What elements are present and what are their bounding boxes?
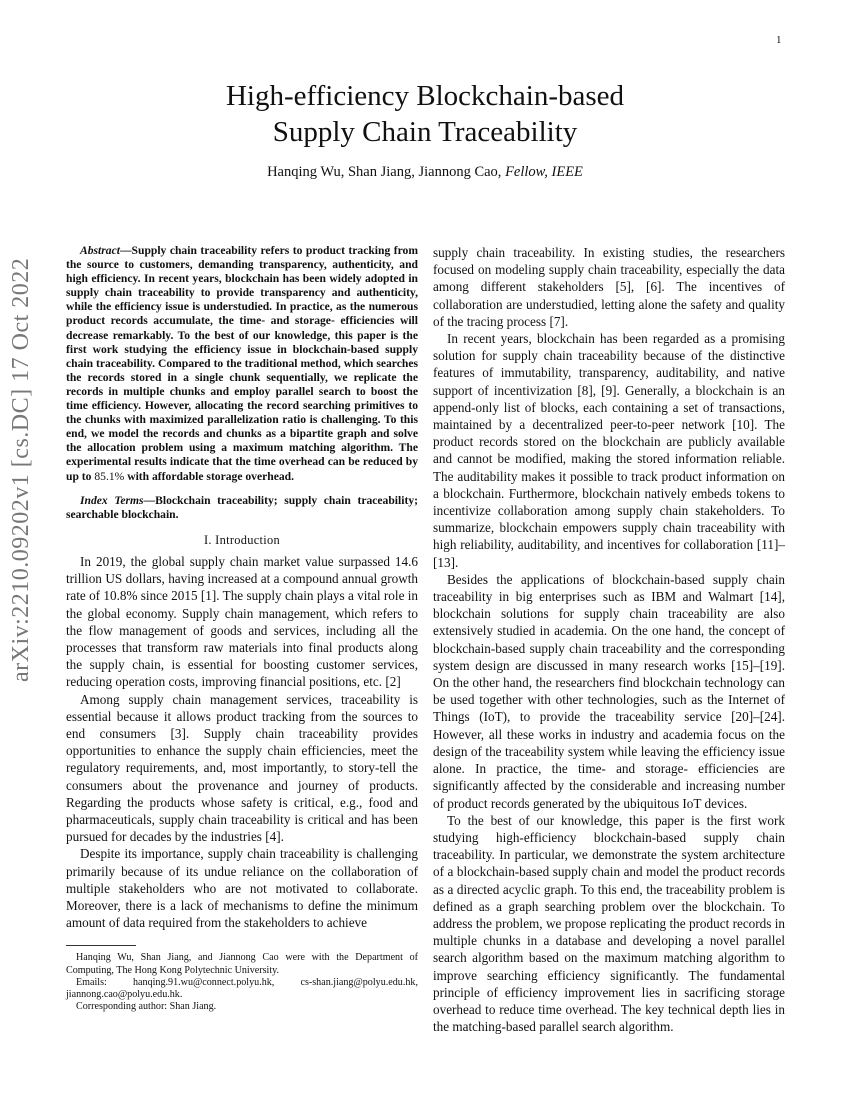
author-fellow: Fellow, IEEE	[505, 164, 583, 180]
left-paragraph: Despite its importance, supply chain traceability is challenging primarily because of its undue reliance on the collaboration of multiple stakeholders who are not motivated to collaborate. Moreover, there is a lack of mechanisms to define the minimum amount of data required from the stakeholders to achieve	[66, 846, 418, 931]
footnote: Emails: hanqing.91.wu@connect.polyu.hk, cs-shan.jiang@polyu.edu.hk, jiannong.cao@polyu.edu.hk.	[66, 976, 418, 1001]
right-paragraph: Besides the applications of blockchain-based supply chain traceability in big enterprises such as IBM and Walmart [14], blockchain solutions for supply chain traceability are also extensively studied in academia. On the one hand, the concept of blockchain-based supply chain traceability and the corresponding system design are discussed in many research works [15]–[19]. On the other hand, the researchers find blockchain technology can be used together with other technologies, such as the Internet of Things (IoT), to provide the traceability service [20]–[24]. However, all these works in industry and academia focus on the design of the traceability system while leaving the efficiency issue alone. In practice, the time- and storage- efficiencies are significantly affected by the considerable and increasing number of product records generated by the ubiquitous IoT devices.	[433, 571, 785, 811]
footnote: Corresponding author: Shan Jiang.	[76, 1001, 217, 1013]
title-line-1: High-efficiency Blockchain-based	[225, 80, 625, 112]
section-heading: I. Introduction	[203, 532, 281, 547]
footnote: Hanqing Wu, Shan Jiang, and Jiannong Cao were with the Department of Computing, The Hong Kong Polytechnic University.	[66, 952, 418, 976]
right-paragraph: In recent years, blockchain has been regarded as a promising solution for supply chain traceability because of the distinctive features of immutability, transparency, auditability, and native support of incentivization [8], [9]. Generally, a blockchain is an append-only list of blocks, each containing a set of transactions, maintained by a decentralized peer-to-peer network [10]. The product records stored on the blockchain are publicly available and cannot be modified, making the stored information reliable. The auditability makes it possible to track product information on a blockchain. Furthermore, blockchain natively embeds tokens to incentivize collaboration among supply chain stakeholders. To summarize, blockchain empowers supply chain traceability with high reliability, auditability, and incentives for collaboration [11]–[13].	[433, 331, 785, 570]
author-list	[0, 164, 850, 181]
left-column	[66, 244, 418, 1013]
abstract-text: —Supply chain traceability refers to product tracking from the source to customers, demanding transparency, authenticity, and high efficiency. In recent years, blockchain has been widely adopted in supply chain traceability to provide transparency and authenticity, while the efficiency issue is understudied. In practice, as the numerous product records accumulate, the time- and storage- efficiencies will decrease remarkably. To the best of our knowledge, this paper is the first work studying the efficiency issue in blockchain-based supply chain traceability. Compared to the traditional method, which searches the records stored in a single chunk sequentially, we replicate the records in multiple chunks and employ parallel search to boost the time efficiency. However, allocating the record searching primitives to the chunks with maximized parallelization ratio is challenging. To this end, we model the records and chunks as a bipartite graph and solve the allocation problem using a maximum matching algorithm. The experimental results indicate that the time overhead can be reduced by up to	[66, 244, 418, 483]
footnote-rule	[66, 945, 136, 946]
left-paragraph: In 2019, the global supply chain market value surpassed 14.6 trillion US dollars, having increased at a compound annual growth rate of 10.8% since 2015 [1]. The supply chain plays a vital role in the global economy. Supply chain management, which refers to the flow management of goods and services, including all the processes that transform raw materials into final products along the supply chain, is essential for boosting customer services, reducing operation costs, improving financial positions, etc. [2]	[66, 553, 418, 690]
abstract-text-end: with affordable storage overhead.	[124, 469, 295, 483]
abstract-highlight: 85.1%	[94, 469, 125, 483]
index-terms-label: Index Terms	[80, 493, 144, 507]
title-line-2: Supply Chain Traceability	[272, 116, 578, 148]
author-names: Hanqing Wu, Shan Jiang, Jiannong Cao,	[267, 164, 502, 180]
index-terms-text: —Blockchain traceability; supply chain traceability; searchable blockchain.	[66, 493, 418, 521]
right-paragraph: supply chain traceability. In existing studies, the researchers focused on modeling supply chain traceability, especially the data among different stakeholders [5], [6]. The incentives of collaboration are understudied, letting alone the safety and quality of the tracing process [7].	[433, 245, 785, 329]
paper-title	[0, 78, 850, 150]
abstract-label: Abstract	[80, 244, 120, 257]
abstract	[66, 244, 418, 484]
page-number: 1	[776, 34, 782, 46]
arxiv-watermark: arXiv:2210.09202v1 [cs.DC] 17 Oct 2022	[8, 257, 34, 682]
right-column	[433, 244, 785, 1035]
index-terms	[66, 494, 418, 522]
left-paragraph: Among supply chain management services, traceability is essential because it allows product tracking from the sources to end consumers [3]. Supply chain traceability provides opportunities to enhance the supply chain efficiencies, meet the regulatory requirements, and, most importantly, to story-tell the consumers about the provenance and journey of products. Regarding the products whose safety is critical, e.g., food and pharmaceuticals, supply chain traceability is critical and has been pursued for decades by the industries [4].	[66, 691, 418, 845]
right-paragraph: To the best of our knowledge, this paper is the first work studying high-efficiency blockchain-based supply chain traceability. In particular, we demonstrate the system architecture of a blockchain-based supply chain and model the product records as a directed acyclic graph. To this end, the traceability problem is defined as a graph searching problem over the blockchain. To address the problem, we propose replicating the product records in multiple chunks in a database and developing a novel parallel search algorithm based on the maximum matching algorithm to improve searching efficiency significantly. The fundamental principle of efficiency improvement lies in sacrificing storage overhead to reduce time overhead. The key technical depth lies in the matching-based parallel search algorithm.	[433, 812, 785, 1035]
